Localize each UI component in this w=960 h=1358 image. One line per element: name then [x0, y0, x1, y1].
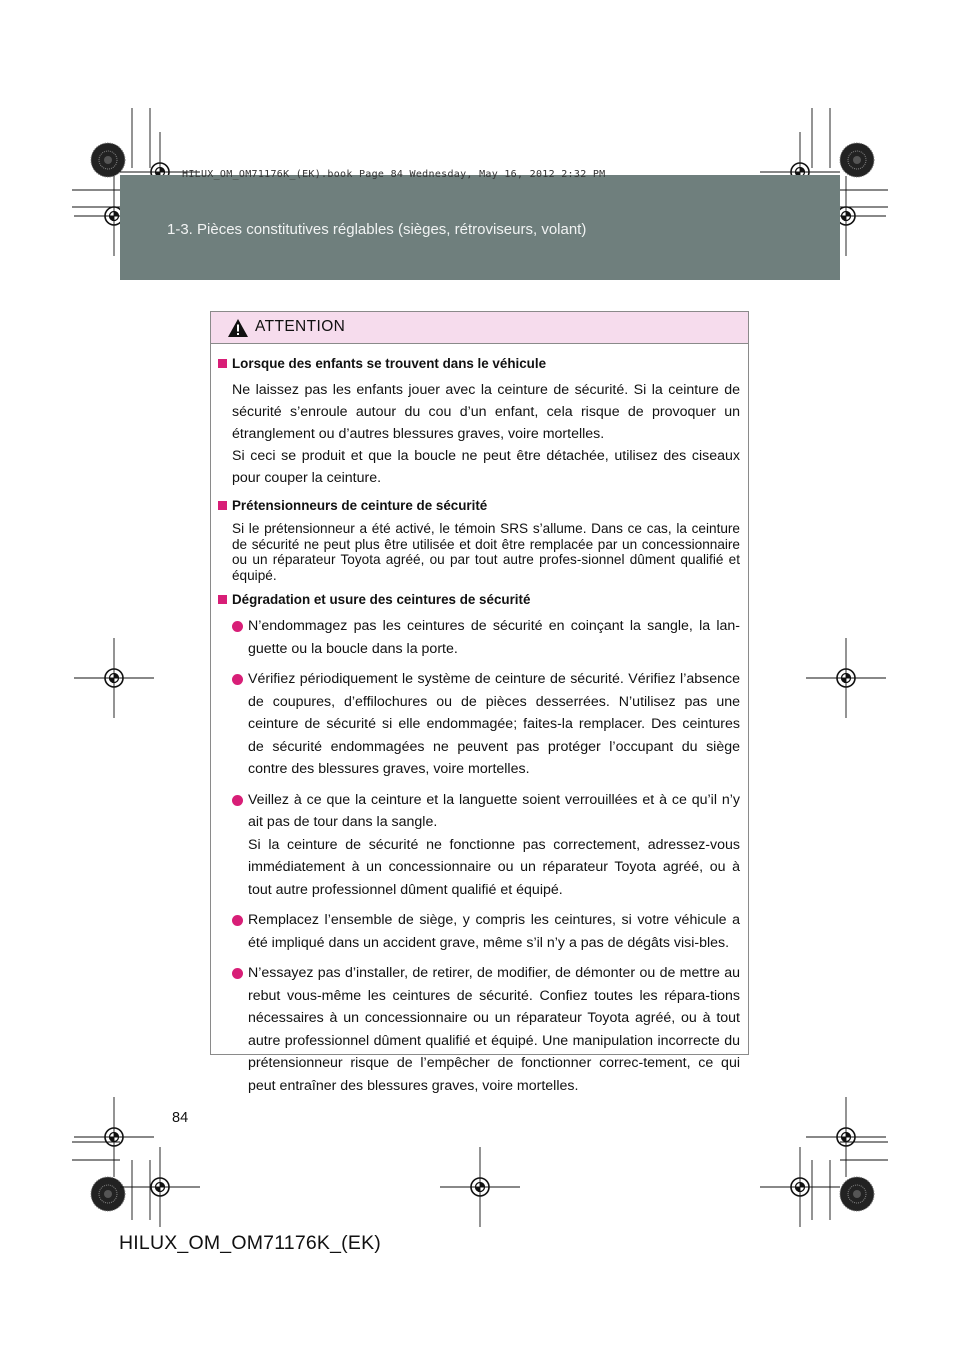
registration-mark-lower-right [806, 1097, 886, 1177]
warning-header [211, 312, 748, 344]
section-heading: Prétensionneurs de ceinture de sécurité [218, 496, 740, 516]
warning-section-pretensioners [218, 496, 740, 583]
round-bullet-icon [232, 968, 243, 979]
registration-mark-bottom-center [440, 1147, 520, 1227]
paragraph: Ne laissez pas les enfants jouer avec la ceinture de sécurité. Si la ceinture de sécurité s’enroule autour du cou d’un enfant, cela risque de provoquer un étranglement ou d’autres blessures graves, voire mortelles. [232, 382, 740, 442]
warning-body [211, 344, 748, 1097]
warning-box [210, 311, 749, 1094]
list-item: Veillez à ce que la ceinture et la languette soient verrouillées et à ce qu’il n’y ait pas de tour dans la sangle. Si la ceinture de sécurité ne fonctionne pas correctement, adressez-vous immédiatement à un concessionnaire ou un réparateur Toyota agréé, ou à tout autre professionnel dûment qualifié et équipé. [218, 789, 740, 902]
round-bullet-icon [232, 915, 243, 926]
list-item: N’essayez pas d’installer, de retirer, de modifier, de démonter ou de mettre au rebut vous-même les ceintures de sécurité. Confiez toutes les répara-tions nécessaires à un concessionnaire ou un réparateur Toyota agréé, ou à tout autre professionnel dûment qualifié et équipé. Une manipulation incorrecte du prétensionneur risque de l’empêcher de fonctionner correc-tement, ce qui peut entraîner des blessures graves, voire mortelles. [218, 962, 740, 1097]
list-item: Vérifiez périodiquement le système de ceinture de sécurité. Vérifiez l’absence de coupures, d’effilochures ou de pièces desserrées. N’utilisez pas une ceinture de sécurité si elle endommagée; faites-la remplacer. Des ceintures de sécurité endommagées ne peuvent pas protéger l’occupant du siège contre des blessures graves, voire mortelles. [218, 668, 740, 781]
corner-sun-mark-top-right [840, 143, 874, 177]
warning-title: ATTENTION [255, 318, 346, 335]
registration-mark-middle-right [806, 638, 886, 718]
square-bullet-icon [218, 595, 227, 604]
square-bullet-icon [218, 359, 227, 368]
corner-sun-mark-top-left [91, 143, 125, 177]
section-heading: Dégradation et usure des ceintures de sécurité [218, 590, 740, 610]
paragraph: Si le prétensionneur a été activé, le témoin SRS s’allume. Dans ce cas, la ceinture de sécurité ne peut plus être utilisée et doit être remplacée par un concessionnaire ou un réparateur Toyota agréé, ou par tout autre profes-sionnel dûment qualifié et équipé. [232, 521, 740, 583]
corner-sun-mark-bottom-right [840, 1177, 874, 1211]
warning-section-children [218, 354, 740, 489]
warning-section-wear [218, 590, 740, 1097]
print-stamp: HILUX_OM_OM71176K_(EK).book Page 84 Wednesday, May 16, 2012 2:32 PM [182, 169, 606, 180]
square-bullet-icon [218, 501, 227, 510]
page-number: 84 [172, 1110, 189, 1126]
list-item: Remplacez l’ensemble de siège, y compris les ceintures, si votre véhicule a été impliqué dans un accident grave, même s’il n’y a pas de dégâts visi-bles. [218, 909, 740, 954]
corner-sun-mark-bottom-left [91, 1177, 125, 1211]
paragraph: Si ceci se produit et que la boucle ne peut être détachée, utilisez des ciseaux pour couper la ceinture. [232, 448, 740, 486]
section-heading: Lorsque des enfants se trouvent dans le véhicule [218, 354, 740, 374]
warning-triangle-icon [227, 318, 249, 338]
round-bullet-icon [232, 674, 243, 685]
registration-mark-lower-left [74, 1097, 154, 1177]
round-bullet-icon [232, 795, 243, 806]
section-title: 1-3. Pièces constitutives réglables (sièges, rétroviseurs, volant) [167, 221, 587, 238]
registration-mark-bottom-right [760, 1147, 840, 1227]
list-item: N’endommagez pas les ceintures de sécurité en coinçant la sangle, la lan-guette ou la boucle dans la porte. [218, 615, 740, 660]
document-code: HILUX_OM_OM71176K_(EK) [119, 1232, 381, 1254]
round-bullet-icon [232, 621, 243, 632]
registration-mark-middle-left [74, 638, 154, 718]
